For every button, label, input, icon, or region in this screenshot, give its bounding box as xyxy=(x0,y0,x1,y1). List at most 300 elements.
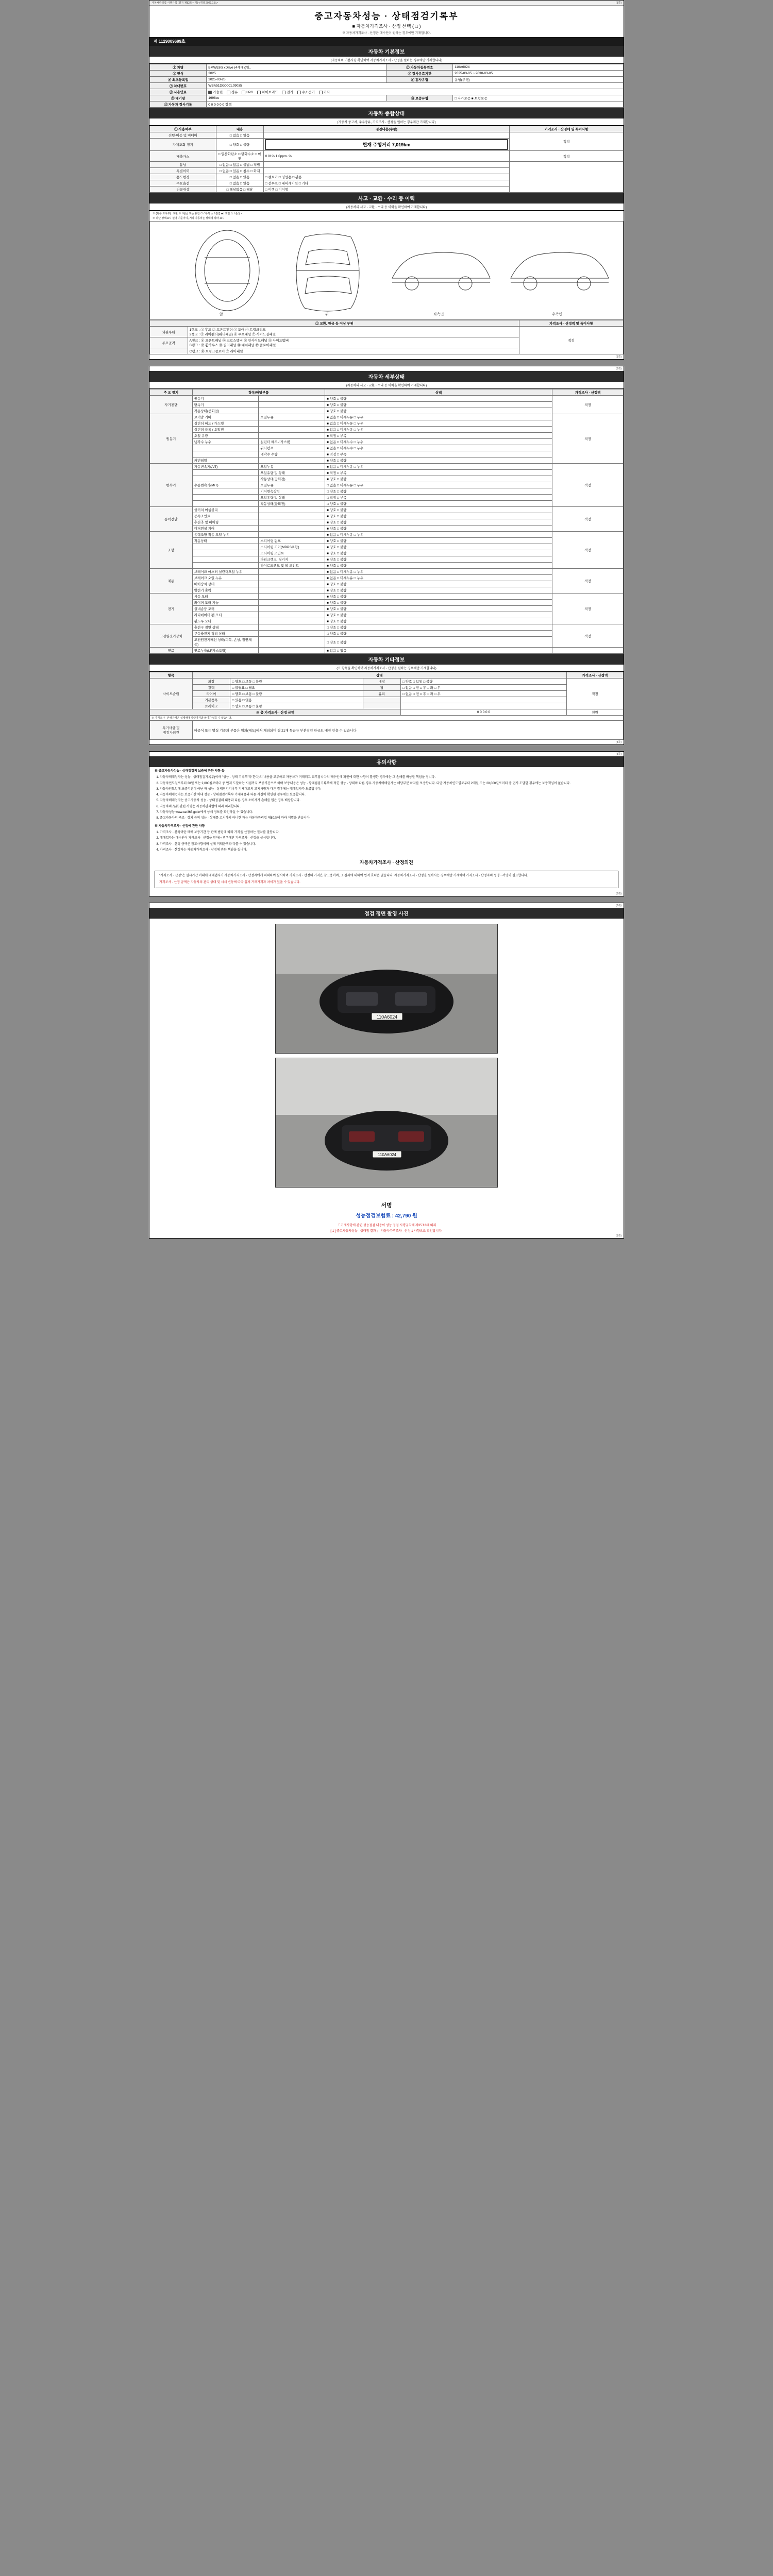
detail-item-label xyxy=(192,476,259,482)
detail-item-label: 시동 모터 xyxy=(192,594,259,600)
list-item: 4. 자동차매매업자는 보증기간 이내 성능 · 상태점검기록부 기재내용과 다른 사실이 확인된 경우에는 보증합니다. xyxy=(160,793,618,798)
row-opt-4[interactable]: □ 없음 □ 있음 □ 침수 □ 화재 xyxy=(216,168,263,174)
col-detail: 점검내용(수량) xyxy=(263,126,510,132)
detail-group-note xyxy=(552,648,624,654)
detail-item-sub xyxy=(259,507,325,513)
detail-item-state[interactable]: ■ 양호 □ 불량 xyxy=(325,563,552,569)
detail-group-7: 고전원전기장치 xyxy=(150,624,193,648)
detail-item-sub xyxy=(259,575,325,581)
value-carname: BMW530i xDrive (4세대)(월.. xyxy=(207,64,386,71)
detail-item-state[interactable]: ■ 없음 □ 미세누유 □ 누유 xyxy=(325,414,552,420)
table-header-row xyxy=(150,320,624,327)
detail-item-label: 원동기 xyxy=(192,396,259,402)
others-v-1[interactable]: □ 불필요 □ 필요 xyxy=(230,685,363,691)
row-note-0: 적정 xyxy=(510,132,624,151)
row-label-7: 리콜대상 xyxy=(150,187,216,193)
detail-group-note: 적정 xyxy=(552,569,624,594)
others-v2-2[interactable]: □ 없음 □ 전 □ 후 □ 좌 □ 우 xyxy=(401,691,567,697)
others-v-4[interactable]: □ 양호 □ 보통 □ 불량 xyxy=(230,703,363,709)
detail-item-sub xyxy=(259,402,325,408)
detail-item-sub xyxy=(259,587,325,594)
detail-item-state[interactable]: ■ 양호 □ 불량 xyxy=(325,606,552,612)
label-vin: ⑦ 차대번호 xyxy=(150,83,207,89)
others-v2-1[interactable]: □ 없음 □ 전 □ 후 □ 좌 □ 우 xyxy=(401,685,567,691)
accident-panel-table xyxy=(149,320,624,354)
detail-item-label: 연료누출(LP가스포함) xyxy=(192,648,259,654)
table-row xyxy=(150,697,624,703)
section-others-title: 자동차 기타정보 xyxy=(149,654,624,665)
accident-legend-2: ※ 하단 상태표시 설명 기준이며, 기타 자동차는 상태에 따라 표시 xyxy=(153,217,225,220)
detail-item-state[interactable]: ■ 양호 □ 불량 xyxy=(325,513,552,519)
detail-item-label: 윈도우 모터 xyxy=(192,618,259,624)
guide-h2: ※ 자동차가격조사 · 산정에 관한 사항 xyxy=(155,824,205,828)
odometer-box xyxy=(263,139,510,151)
row-extra-7: □ 이행 □ 미이행 xyxy=(263,187,510,193)
value-displacement: 1998cc xyxy=(207,95,386,101)
list-item: 1. 가격조사 · 산정이란 매매 보증기간 등 관계 법령에 따라 가격을 산정하는 절차를 말합니다. xyxy=(160,831,618,835)
table-row xyxy=(150,624,624,631)
detail-item-sub xyxy=(259,581,325,587)
detail-item-state[interactable]: ■ 없음 □ 있음 xyxy=(325,648,552,654)
row-opt-0[interactable]: □ 없음 □ 있음 xyxy=(216,132,263,139)
total-unit: 천원 xyxy=(566,709,623,716)
detail-group-4: 조향 xyxy=(150,532,193,569)
detail-item-label: 실린더 헤드 / 가스켓 xyxy=(192,420,259,427)
detail-item-label: 커먼레일 xyxy=(192,457,259,464)
detail-item-label xyxy=(192,445,259,451)
table-row xyxy=(150,532,624,538)
detail-item-sub: 오일누유 xyxy=(259,414,325,420)
detail-item-state[interactable]: ■ 없음 □ 미세누유 □ 누유 xyxy=(325,532,552,538)
detail-item-label: 브레이크 마스터 실린더오일 누유 xyxy=(192,569,259,575)
others-note: 적정 xyxy=(566,679,623,709)
detail-group-5: 제동 xyxy=(150,569,193,594)
others-k-0: 외장 xyxy=(192,679,230,685)
detail-item-state[interactable]: ■ 양호 □ 불량 xyxy=(325,550,552,556)
detail-group-note: 적정 xyxy=(552,396,624,414)
row-note-2: 적정 xyxy=(510,151,624,162)
label-fuel: ⑧ 사용연료 xyxy=(150,89,207,95)
detail-item-state[interactable]: ■ 없음 □ 미세누유 □ 누유 xyxy=(325,575,552,581)
detail-item-state[interactable]: ■ 양호 □ 불량 xyxy=(325,408,552,414)
panel-key-0: 외판부위 xyxy=(150,327,188,337)
detail-item-state[interactable]: ■ 양호 □ 불량 xyxy=(325,612,552,618)
row-label-3: 튜닝 xyxy=(150,162,216,168)
stamp-text: "가격조사 · 산정"은 실시기간 이내에 매매업자가 자동차가격조사 · 산정자에게 의뢰하여 실시하며 가격조사 · 산정의 가격은 참고용이며, 그 결과에 대하여 법적 효력은 없습니다. 자동차가격조사 · 산정을 원하시는 경우에만 기재하며 가격조사 · 산정자의 성명 · 서명이 필요합니다. xyxy=(159,874,528,878)
detail-item-label: 변속기 xyxy=(192,402,259,408)
row-label-0: 선팅·미등 및 미디어 xyxy=(150,132,216,139)
page-number: (3쪽) xyxy=(616,2,621,5)
section-overall-title: 자동차 종합상태 xyxy=(149,108,624,118)
detail-item-state[interactable]: ■ 양호 □ 불량 xyxy=(325,594,552,600)
red-note-1: 『 기재사항에 관련 성능점검 내용이 성능 점검 시행규칙에 제35조8에 따라 xyxy=(337,1224,436,1228)
detail-item-label: 동력조향 작동 오일 누유 xyxy=(192,532,259,538)
photo-gallery xyxy=(149,919,624,1197)
table-row xyxy=(150,691,624,697)
detail-item-sub xyxy=(259,618,325,624)
detail-item-sub xyxy=(259,569,325,575)
svg-text:앞: 앞 xyxy=(220,313,223,316)
table-header-row xyxy=(150,126,624,132)
detail-item-state[interactable]: ■ 없음 □ 미세누유 □ 누유 xyxy=(325,464,552,470)
page-subtitle-note: ※ 자동차가격조사 · 산정은 매수인이 원하는 경우에만 기재합니다. xyxy=(342,32,431,35)
detail-item-label: 작동상태 xyxy=(192,538,259,544)
table-row xyxy=(150,507,624,513)
guide-h1: ※ 중고자동차성능 · 상태점검의 보증에 관한 사항 등 xyxy=(155,770,225,773)
detail-item-state[interactable]: ■ 없음 □ 미세누수 □ 누수 xyxy=(325,445,552,451)
panel-key-2 xyxy=(150,348,188,354)
photo-rear xyxy=(275,1058,498,1188)
row-note-3 xyxy=(510,162,624,193)
detail-item-state[interactable]: ■ 양호 □ 불량 xyxy=(325,396,552,402)
detail-item-sub: 스티어링 조인트 xyxy=(259,550,325,556)
detail-item-state[interactable]: ■ 양호 □ 불량 xyxy=(325,618,552,624)
table-row xyxy=(150,721,624,740)
detail-item-label: 배력장치 상태 xyxy=(192,581,259,587)
row-extra-2: 0.01% 1.0ppm. % xyxy=(263,151,510,162)
detail-item-state[interactable]: □ 양호 □ 불량 xyxy=(325,637,552,648)
fuel-option-hybrid[interactable]: 하이브리드 xyxy=(257,90,278,94)
detail-item-state[interactable]: ■ 양호 □ 불량 xyxy=(325,538,552,544)
col-item: 내용 xyxy=(216,126,263,132)
table-row xyxy=(150,648,624,654)
others-k-2: 타이어 xyxy=(192,691,230,697)
detail-item-sub xyxy=(259,600,325,606)
list-item: 7. 자동차성능 www.car365.go.kr에서 상세 정보를 확인하실 수 있습니다. xyxy=(160,810,618,815)
detail-item-sub xyxy=(259,648,325,654)
detail-item-label: 자동변속기(A/T) xyxy=(192,464,259,470)
detail-group-note: 적정 xyxy=(552,414,624,464)
detail-item-state[interactable]: ■ 없음 □ 미세누수 □ 누수 xyxy=(325,439,552,445)
stamp-text-2: 가격조사 · 산정 금액은 자동차의 관리 상태 및 시세 변동에 따라 실제 거래가격과 차이가 있을 수 있습니다. xyxy=(159,881,300,885)
detail-item-state[interactable]: □ 양호 □ 불량 xyxy=(325,624,552,631)
row-opt-7[interactable]: □ 해당없음 □ 해당 xyxy=(216,187,263,193)
detail-item-sub xyxy=(259,427,325,433)
others-v2-0[interactable]: □ 양호 □ 보통 □ 불량 xyxy=(401,679,567,685)
svg-text:우측면: 우측면 xyxy=(552,313,563,316)
detail-col-1: 주 요 장치 xyxy=(150,389,193,396)
fuel-option-other[interactable]: 기타 xyxy=(319,90,330,94)
others-k2-0: 내장 xyxy=(363,679,401,685)
detail-item-state[interactable]: ■ 양호 □ 불량 xyxy=(325,544,552,550)
others-col-item: 항목 xyxy=(150,672,193,679)
form-code: 자동차관리법 시행규칙 [별지 제82호서식] <개정 2021.1.5.> xyxy=(152,2,218,5)
serial-number: 제 1129009699호 xyxy=(149,37,624,46)
detail-item-state[interactable]: ■ 없음 □ 미세누유 □ 누유 xyxy=(325,569,552,575)
table-row xyxy=(150,414,624,420)
others-k2-1: 휠 xyxy=(363,685,401,691)
section-basic-note: (자동차의 기본사항 확인하여 자동차가격조사 · 산정을 원하는 경우에만 기재합니다) xyxy=(149,57,624,64)
detail-item-state[interactable]: □ 양호 □ 불량 xyxy=(325,488,552,495)
value-warranty: □ 자가보증 ■ 보험보증 xyxy=(453,95,624,101)
others-k2-4 xyxy=(363,703,401,709)
detail-item-sub xyxy=(259,612,325,618)
row-extra-4 xyxy=(263,168,510,174)
others-k-1: 광택 xyxy=(192,685,230,691)
detail-item-state[interactable]: ■ 없음 □ 미세누유 □ 누유 xyxy=(325,420,552,427)
others-v-3[interactable]: □ 있음 □ 없음 xyxy=(230,697,363,703)
detail-group-1: 원동기 xyxy=(150,414,193,464)
detail-group-6: 전기 xyxy=(150,594,193,624)
panel-rank-b: B랭크 : ⑫ 휠하우스 ⑬ 필러패널 ⑭ 대쉬패널 ⑮ 플로어패널 xyxy=(189,344,276,347)
fuel-option-diesel[interactable]: 경유 xyxy=(227,90,238,94)
panel-rank2: 2랭크 : ⑤ 리어펜더(쿼터패널) ⑥ 루프패널 ⑦ 사이드실패널 xyxy=(189,333,276,336)
detail-item-label: 오일 유량 xyxy=(192,433,259,439)
label-plate: ② 자동차등록번호 xyxy=(386,64,453,71)
list-item: 8. 중고자동차의 구조 · 장치 등의 성능 · 상태를 고지하지 아니한 자는 자동차관리법 제80조에 따라 처벌을 받습니다. xyxy=(160,816,618,821)
detail-item-sub xyxy=(259,637,325,648)
detail-item-sub: 타이로드엔드 및 볼 조인트 xyxy=(259,563,325,569)
detail-item-state[interactable]: ■ 양호 □ 불량 xyxy=(325,587,552,594)
row-opt-3[interactable]: □ 없음 □ 있음 □ 불법 □ 적법 xyxy=(216,162,263,168)
sheet2-footer: (3쪽) xyxy=(616,741,621,744)
detail-col-4: 가격조사 · 산정액 xyxy=(552,389,624,396)
detail-item-label: 충전구 절연 상태 xyxy=(192,624,259,631)
value-inspection-period: 2025-03-05 ~ 2030-03-05 xyxy=(453,71,624,77)
value-year: 2025 xyxy=(207,71,386,77)
detail-group-3: 동력전달 xyxy=(150,507,193,532)
detail-item-label xyxy=(192,544,259,550)
others-k-4: 브레이크 xyxy=(192,703,230,709)
detail-item-label: 와이퍼 모터 기능 xyxy=(192,600,259,606)
table-row xyxy=(150,64,624,71)
label-year: ③ 연식 xyxy=(150,71,207,77)
car-diagram-svg xyxy=(150,222,623,318)
row-opt-6[interactable]: □ 없음 □ 있음 xyxy=(216,180,263,187)
detail-item-state[interactable]: ■ 양호 □ 불량 xyxy=(325,507,552,513)
table-row xyxy=(150,132,624,139)
table-row xyxy=(150,77,624,83)
detail-item-label: 실내송풍 모터 xyxy=(192,606,259,612)
table-row xyxy=(150,95,624,101)
sheet3-topnum: (3쪽) xyxy=(616,753,621,756)
detail-item-state[interactable]: ■ 양호 □ 불량 xyxy=(325,526,552,532)
row-label-5: 용도변경 xyxy=(150,174,216,180)
list-item: 3. 자동차인도일에 보증기간이 아닌 때 성능 · 상태점검기록부 기재대로의 고지사항과 다른 경우에는 매매업자가 보증합니다. xyxy=(160,787,618,792)
plate-text-1: 110A6024 xyxy=(376,1014,398,1020)
red-note-2: [ 1 ] 중고자동차성능 · 상태점 결과 』 자동차가격조사 · 산정 1 사항으로 확인합니다. xyxy=(330,1230,443,1233)
value-inspect-type: 운행(주행) xyxy=(453,77,624,83)
detail-item-label xyxy=(192,550,259,556)
row-extra-5: □ 렌트카 □ 영업용 □ 관용 xyxy=(263,174,510,180)
section-others-note: (※ 항목을 확인하여 자동차가격조사 · 산정을 원하는 경우에만 기재합니다) xyxy=(149,665,624,672)
detail-item-state[interactable]: □ 적정 □ 부족 xyxy=(325,495,552,501)
detail-item-state[interactable]: ■ 양호 □ 불량 xyxy=(325,476,552,482)
others-side-label: 사이드슬립 xyxy=(150,679,193,709)
table-row xyxy=(150,716,624,721)
fee-text: 성능점검보험료 : 42,790 원 xyxy=(356,1213,417,1219)
detail-item-label: 구동축전지 격리 상태 xyxy=(192,631,259,637)
table-header-row xyxy=(150,389,624,396)
detail-item-sub xyxy=(259,526,325,532)
sheet2-topnum: (3쪽) xyxy=(616,367,621,370)
label-inspection-period: ④ 검사유효기간 xyxy=(386,71,453,77)
detail-item-label xyxy=(192,501,259,507)
total-sub-note: ※ 가격조사 · 산정가격은 실제매매 차량가격과 차이가 있을 수 있습니다. xyxy=(150,716,624,721)
svg-text:뒤: 뒤 xyxy=(325,313,329,316)
detail-item-label xyxy=(192,556,259,563)
others-v2-3 xyxy=(401,697,567,703)
sheet-page-1 xyxy=(149,0,624,360)
row-label-1: 자체조회·정기 xyxy=(150,139,216,151)
detail-group-note: 적정 xyxy=(552,532,624,569)
detail-item-label: 냉각수 누수 xyxy=(192,439,259,445)
detail-item-label: 수동변속기(M/T) xyxy=(192,482,259,488)
detail-item-label: 추진축 및 베어링 xyxy=(192,519,259,526)
row-opt-5[interactable]: □ 없음 □ 있음 xyxy=(216,174,263,180)
detail-item-state[interactable]: ■ 없음 □ 미세누유 □ 누유 xyxy=(325,427,552,433)
panel-rank-a: A랭크 : ⑧ 프론트패널 ⑨ 크로스멤버 ⑩ 인사이드패널 ⑪ 사이드멤버 xyxy=(189,339,289,343)
fuel-options xyxy=(207,89,624,95)
fuel-option-hydrogen[interactable]: 수소전기 xyxy=(297,90,315,94)
table-row xyxy=(150,703,624,709)
plate-text-2: 110A6024 xyxy=(378,1153,396,1158)
guide-body xyxy=(149,767,624,857)
table-row xyxy=(150,89,624,95)
detail-item-label: 실린더 블록 / 오일팬 xyxy=(192,427,259,433)
odometer-value: 현재 주행거리 7,019km xyxy=(265,139,508,150)
detail-item-sub: 기어변속장치 xyxy=(259,488,325,495)
detail-item-label xyxy=(192,451,259,457)
others-col-price: 가격조사 · 산정액 xyxy=(566,672,623,679)
detail-item-sub xyxy=(259,433,325,439)
detail-item-state[interactable]: □ 양호 □ 불량 xyxy=(325,501,552,507)
sheet-page-3 xyxy=(149,751,624,896)
signature-title: 서명 xyxy=(381,1202,392,1209)
others-col-state: 상태 xyxy=(192,672,566,679)
detail-item-state[interactable]: ■ 양호 □ 불량 xyxy=(325,556,552,563)
detail-item-sub xyxy=(259,532,325,538)
section-accident-title: 사고 · 교환 · 수리 등 이력 xyxy=(149,193,624,204)
table-row xyxy=(150,327,624,337)
row-opt-2[interactable]: □ 일산화탄소 □ 탄화수소 □ 매연 xyxy=(216,151,263,162)
panel-val-0 xyxy=(188,327,519,337)
svg-text:좌측면: 좌측면 xyxy=(433,313,444,316)
stamp-box xyxy=(155,871,618,888)
special-label: 특기사항 및 점검자의견 xyxy=(150,721,193,740)
panel-key-1: 주요골격 xyxy=(150,337,188,348)
table-header-row xyxy=(150,672,624,679)
detail-item-label: 브레이크 오일 누유 xyxy=(192,575,259,581)
detail-item-label xyxy=(192,495,259,501)
detail-item-state[interactable]: ■ 양호 □ 불량 xyxy=(325,600,552,606)
detail-col-2: 항목/해당부품 xyxy=(192,389,325,396)
detail-item-sub: 파워크랭크, 링키지 xyxy=(259,556,325,563)
list-item: 2. 자동차인도일로부터 30일 또는 2,000킬로미터 중 먼저 도달하는 시점까지 보증기간으로 하며 보증내용은 성능 · 상태점검기록부에 적힌 성능 · 상태와 다른 경우 자동차매매업자는 해당부분 하자를 보증합니다. 다만 자동차인도일로부터 2개월 또는 20,000킬로미터 중 먼저 도달한 경우에는 보증책임이 없습니다. xyxy=(160,782,618,786)
row-label-4: 특별이력 xyxy=(150,168,216,174)
detail-item-state[interactable]: □ 없음 □ 미세누유 □ 누유 xyxy=(325,482,552,488)
detail-item-label: 등속조인트 xyxy=(192,513,259,519)
others-k2-2: 유리 xyxy=(363,691,401,697)
row-label-6: 주요옵션 xyxy=(150,180,216,187)
detail-item-label: 디퍼렌셜 기어 xyxy=(192,526,259,532)
section-overall-note: (자동차 중고차, 주유중유, 가격조사 · 산정을 원하는 경우에만 기재합니다) xyxy=(149,118,624,126)
detail-group-2: 변속기 xyxy=(150,464,193,507)
label-displacement: ⑨ 배기량 xyxy=(150,95,207,101)
sheet4-footer: (3쪽) xyxy=(616,1234,621,1238)
row-opt-1[interactable]: □ 양호 □ 불량 xyxy=(216,139,263,151)
table-row xyxy=(150,709,624,716)
table-row xyxy=(150,71,624,77)
section-detail-note: (자동차의 사고 · 교환 · 수리 등 이력을 확인하여 기재합니다) xyxy=(149,382,624,389)
detail-group-0: 자기진단 xyxy=(150,396,193,414)
detail-item-label: 작동상태(공회전) xyxy=(192,408,259,414)
detail-item-state[interactable]: □ 양호 □ 불량 xyxy=(325,631,552,637)
fuel-option-lpg[interactable]: LPG xyxy=(242,91,253,94)
others-k2-3 xyxy=(363,697,401,703)
basic-info-table xyxy=(149,64,624,108)
others-table xyxy=(149,672,624,740)
detail-item-sub: 작동상태(공회전) xyxy=(259,476,325,482)
detail-item-sub xyxy=(259,457,325,464)
table-row xyxy=(150,569,624,575)
guide-title: 유의사항 xyxy=(149,756,624,767)
detail-item-sub xyxy=(259,631,325,637)
total-digits: 0 0 0 0 0 xyxy=(401,709,567,716)
accident-legend-1: ※ (외부 표시부) : 교환 ⊗ / 판금 또는 용접 ⊙ / 부식 ▲ / 흠집 ■ / 요철 △ / 손상 × xyxy=(153,212,243,215)
panel-rank1: 1랭크 : ① 후드 ② 프론트펜더 ③ 도어 ④ 트렁크리드 xyxy=(189,328,266,332)
value-vin: WBA51DG00CL09035 xyxy=(207,83,624,89)
form-meta-bar xyxy=(149,1,624,6)
detail-item-state[interactable]: ■ 양호 □ 불량 xyxy=(325,402,552,408)
sheet4-topnum: (3쪽) xyxy=(616,904,621,908)
guide-list-1 xyxy=(155,775,618,821)
others-v-2[interactable]: □ 양호 □ 보통 □ 불량 xyxy=(230,691,363,697)
panel-val-2: C랭크 : ⑯ 트렁크플로어 ⑰ 리어패널 xyxy=(188,348,519,354)
panel-title: ② 교환, 판금 등 이상 부위 xyxy=(150,320,519,327)
table-row xyxy=(150,594,624,600)
detail-item-sub: 스티어링 펌프 xyxy=(259,538,325,544)
label-inspect-type: ⑥ 검사유형 xyxy=(386,77,453,83)
detail-group-note: 적정 xyxy=(552,464,624,507)
detail-item-state[interactable]: ■ 적정 □ 부족 xyxy=(325,470,552,476)
row-label-2: 배출가스 xyxy=(150,151,216,162)
row-extra-6: □ 선루프 □ 내비게이션 □ 기타 xyxy=(263,180,510,187)
section-accident-note: (자동차의 사고 · 교환 · 수리 등 이력을 확인하여 기재합니다) xyxy=(149,204,624,211)
detail-item-state[interactable]: ■ 양호 □ 불량 xyxy=(325,519,552,526)
fuel-option-gasoline[interactable]: 가솔린 xyxy=(208,90,223,94)
detail-item-state[interactable]: ■ 적정 □ 부족 xyxy=(325,433,552,439)
panel-right-val: 적정 xyxy=(519,327,623,354)
detail-item-sub: 오일누유 xyxy=(259,464,325,470)
detail-item-sub xyxy=(259,606,325,612)
detail-item-state[interactable]: ■ 적정 □ 부족 xyxy=(325,451,552,457)
list-item: 2. 매매업자는 매수인이 가격조사 · 산정을 원하는 경우에만 가격조사 · 산정을 실시합니다. xyxy=(160,836,618,841)
label-first-reg: ⑤ 최초등록일 xyxy=(150,77,207,83)
detail-group-note: 적정 xyxy=(552,507,624,532)
detail-item-sub: 스티어링 기어(MDPS포함) xyxy=(259,544,325,550)
sheet3-footer: (3쪽) xyxy=(616,892,621,896)
photos-title: 점검 정면 촬영 사진 xyxy=(149,908,624,919)
detail-body xyxy=(150,396,624,654)
section-detail-title: 자동차 세부상태 xyxy=(149,371,624,382)
detail-item-state[interactable]: ■ 양호 □ 불량 xyxy=(325,457,552,464)
row-extra-3 xyxy=(263,162,510,168)
detail-item-label xyxy=(192,488,259,495)
detail-item-sub xyxy=(259,519,325,526)
list-item: 6. 자동차의 品質 관련 사항은 자동차관리법에 따라 처리합니다. xyxy=(160,805,618,809)
detail-item-sub xyxy=(259,624,325,631)
detail-item-state[interactable]: ■ 양호 □ 불량 xyxy=(325,581,552,587)
list-item: 1. 자동차매매업자는 성능 · 상태점검기록부(이하 "성능 · 상태 기록부"라 한다)의 내용을 교부하고 자동차가 거래되고 교부합니다의 매수인에 확인에 대한 사항이 발생한 경우에는 그 손해를 배상할 책임을 집니다. xyxy=(160,775,618,780)
panel-right-head: 가격조사 · 산정액 및 특이사항 xyxy=(519,320,623,327)
detail-item-sub: 오일유량 및 상태 xyxy=(259,470,325,476)
stamp-title: 자동차가격조사 · 산정의견 xyxy=(360,860,413,866)
others-v-0[interactable]: □ 양호 □ 보통 □ 불량 xyxy=(230,679,363,685)
list-item: 3. 가격조사 · 산정 금액은 참고사항이며 실제 거래금액과 다를 수 있습니다. xyxy=(160,842,618,847)
overall-table xyxy=(149,126,624,193)
fuel-option-electric[interactable]: 전기 xyxy=(282,90,293,94)
